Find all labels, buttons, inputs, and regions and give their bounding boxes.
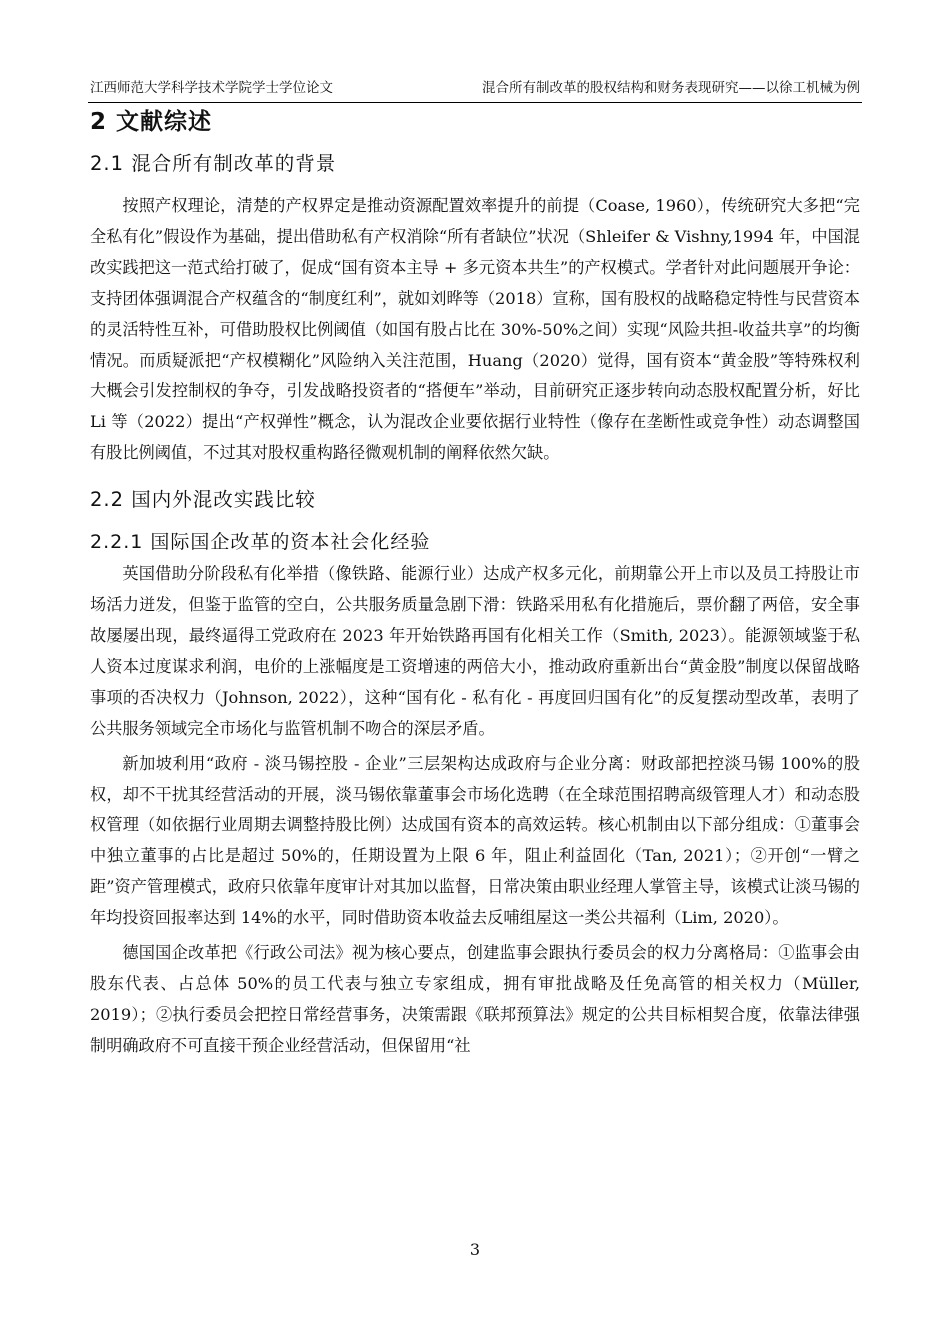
page-body (90, 103, 860, 1062)
page-number: 3 (469, 1240, 481, 1259)
header-thesis-title: 江西师范大学科学技术学院学士学位论文 (90, 80, 333, 96)
chapter-title: 2 文献综述 (90, 109, 213, 135)
paragraph: 新加坡利用“政府 - 淡马锡控股 - 企业”三层架构达成政府与企业分离：财政部把控淡马锡 100%的股权，却不干扰其经营活动的开展，淡马锡依靠董事会市场化选聘（在全球范围招聘高级管理人才）和动态股权管理（如依据行业周期去调整持股比例）达成国有资本的高效运转。核心机制由以下部分组成：①董事会中独立董事的占比是超过 50%的，任期设置为上限 6 年，阻止利益固化（Tan, 2021）；②开创“一臂之距”资产管理模式，政府只依靠年度审计对其加以监督，日常决策由职业经理人掌管主导，该模式让淡马锡的年均投资回报率达到 14%的水平，同时借助资本收益去反哺组屋这一类公共福利（Lim, 2020）。 (90, 753, 860, 928)
paragraph: 按照产权理论，清楚的产权界定是推动资源配置效率提升的前提（Coase, 1960），传统研究大多把“完全私有化”假设作为基础，提出借助私有产权消除“所有者缺位”状况（Shleifer & Vishny,1994 年，中国混改实践把这一范式给打破了，促成“国有资本主导 + 多元资本共生”的产权模式。学者针对此问题展开争论：支持团体强调混合产权蕴含的“制度红利”，就如刘晔等（2018）宣称，国有股权的战略稳定特性与民营资本的灵活特性互补，可借助股权比例阈值（如国有股占比在 30%-50%之间）实现“风险共担-收益共享”的均衡情况。而质疑派把“产权模糊化”风险纳入关注范围，Huang（2020）觉得，国有资本“黄金股”等特殊权利大概会引发控制权的争夺，引发战略投资者的“搭便车”举动，目前研究正逐步转向动态股权配置分析，好比 Li 等（2022）提出“产权弹性”概念，认为混改企业要依据行业特性（像存在垄断性或竞争性）动态调整国有股比例阈值，不过其对股权重构路径微观机制的阐释依然欠缺。 (90, 196, 860, 463)
paragraph: 德国国企改革把《行政公司法》视为核心要点，创建监事会跟执行委员会的权力分离格局：①监事会由股东代表、占总体 50%的员工代表与独立专家组成，拥有审批战略及任免高管的相关权力（Müller, 2019）；②执行委员会把控日常经营事务，决策需跟《联邦预算法》规定的公共目标相契合度，依靠法律强制明确政府不可直接干预企业经营活动，但保留用“社 (90, 943, 860, 1055)
section-title-2-1: 2.1 混合所有制改革的背景 (90, 152, 337, 175)
page-header (88, 76, 862, 103)
header-paper-title: 混合所有制改革的股权结构和财务表现研究——以徐工机械为例 (482, 80, 860, 96)
paragraph: 英国借助分阶段私有化举措（像铁路、能源行业）达成产权多元化，前期靠公开上市以及员工持股让市场活力迸发，但鉴于监管的空白，公共服务质量急剧下滑：铁路采用私有化措施后，票价翻了两倍，安全事故屡屡出现，最终逼得工党政府在 2023 年开始铁路再国有化相关工作（Smith, 2023）。能源领域鉴于私人资本过度谋求利润，电价的上涨幅度是工资增速的两倍大小，推动政府重新出台“黄金股”制度以保留战略事项的否决权力（Johnson, 2022），这种“国有化 - 私有化 - 再度回归国有化”的反复摆动型改革，表明了公共服务领域完全市场化与监管机制不吻合的深层矛盾。 (90, 564, 860, 738)
section-title-2-2: 2.2 国内外混改实践比较 (90, 488, 316, 512)
subsection-title-2-2-1: 2.2.1 国际国企改革的资本社会化经验 (90, 531, 431, 554)
